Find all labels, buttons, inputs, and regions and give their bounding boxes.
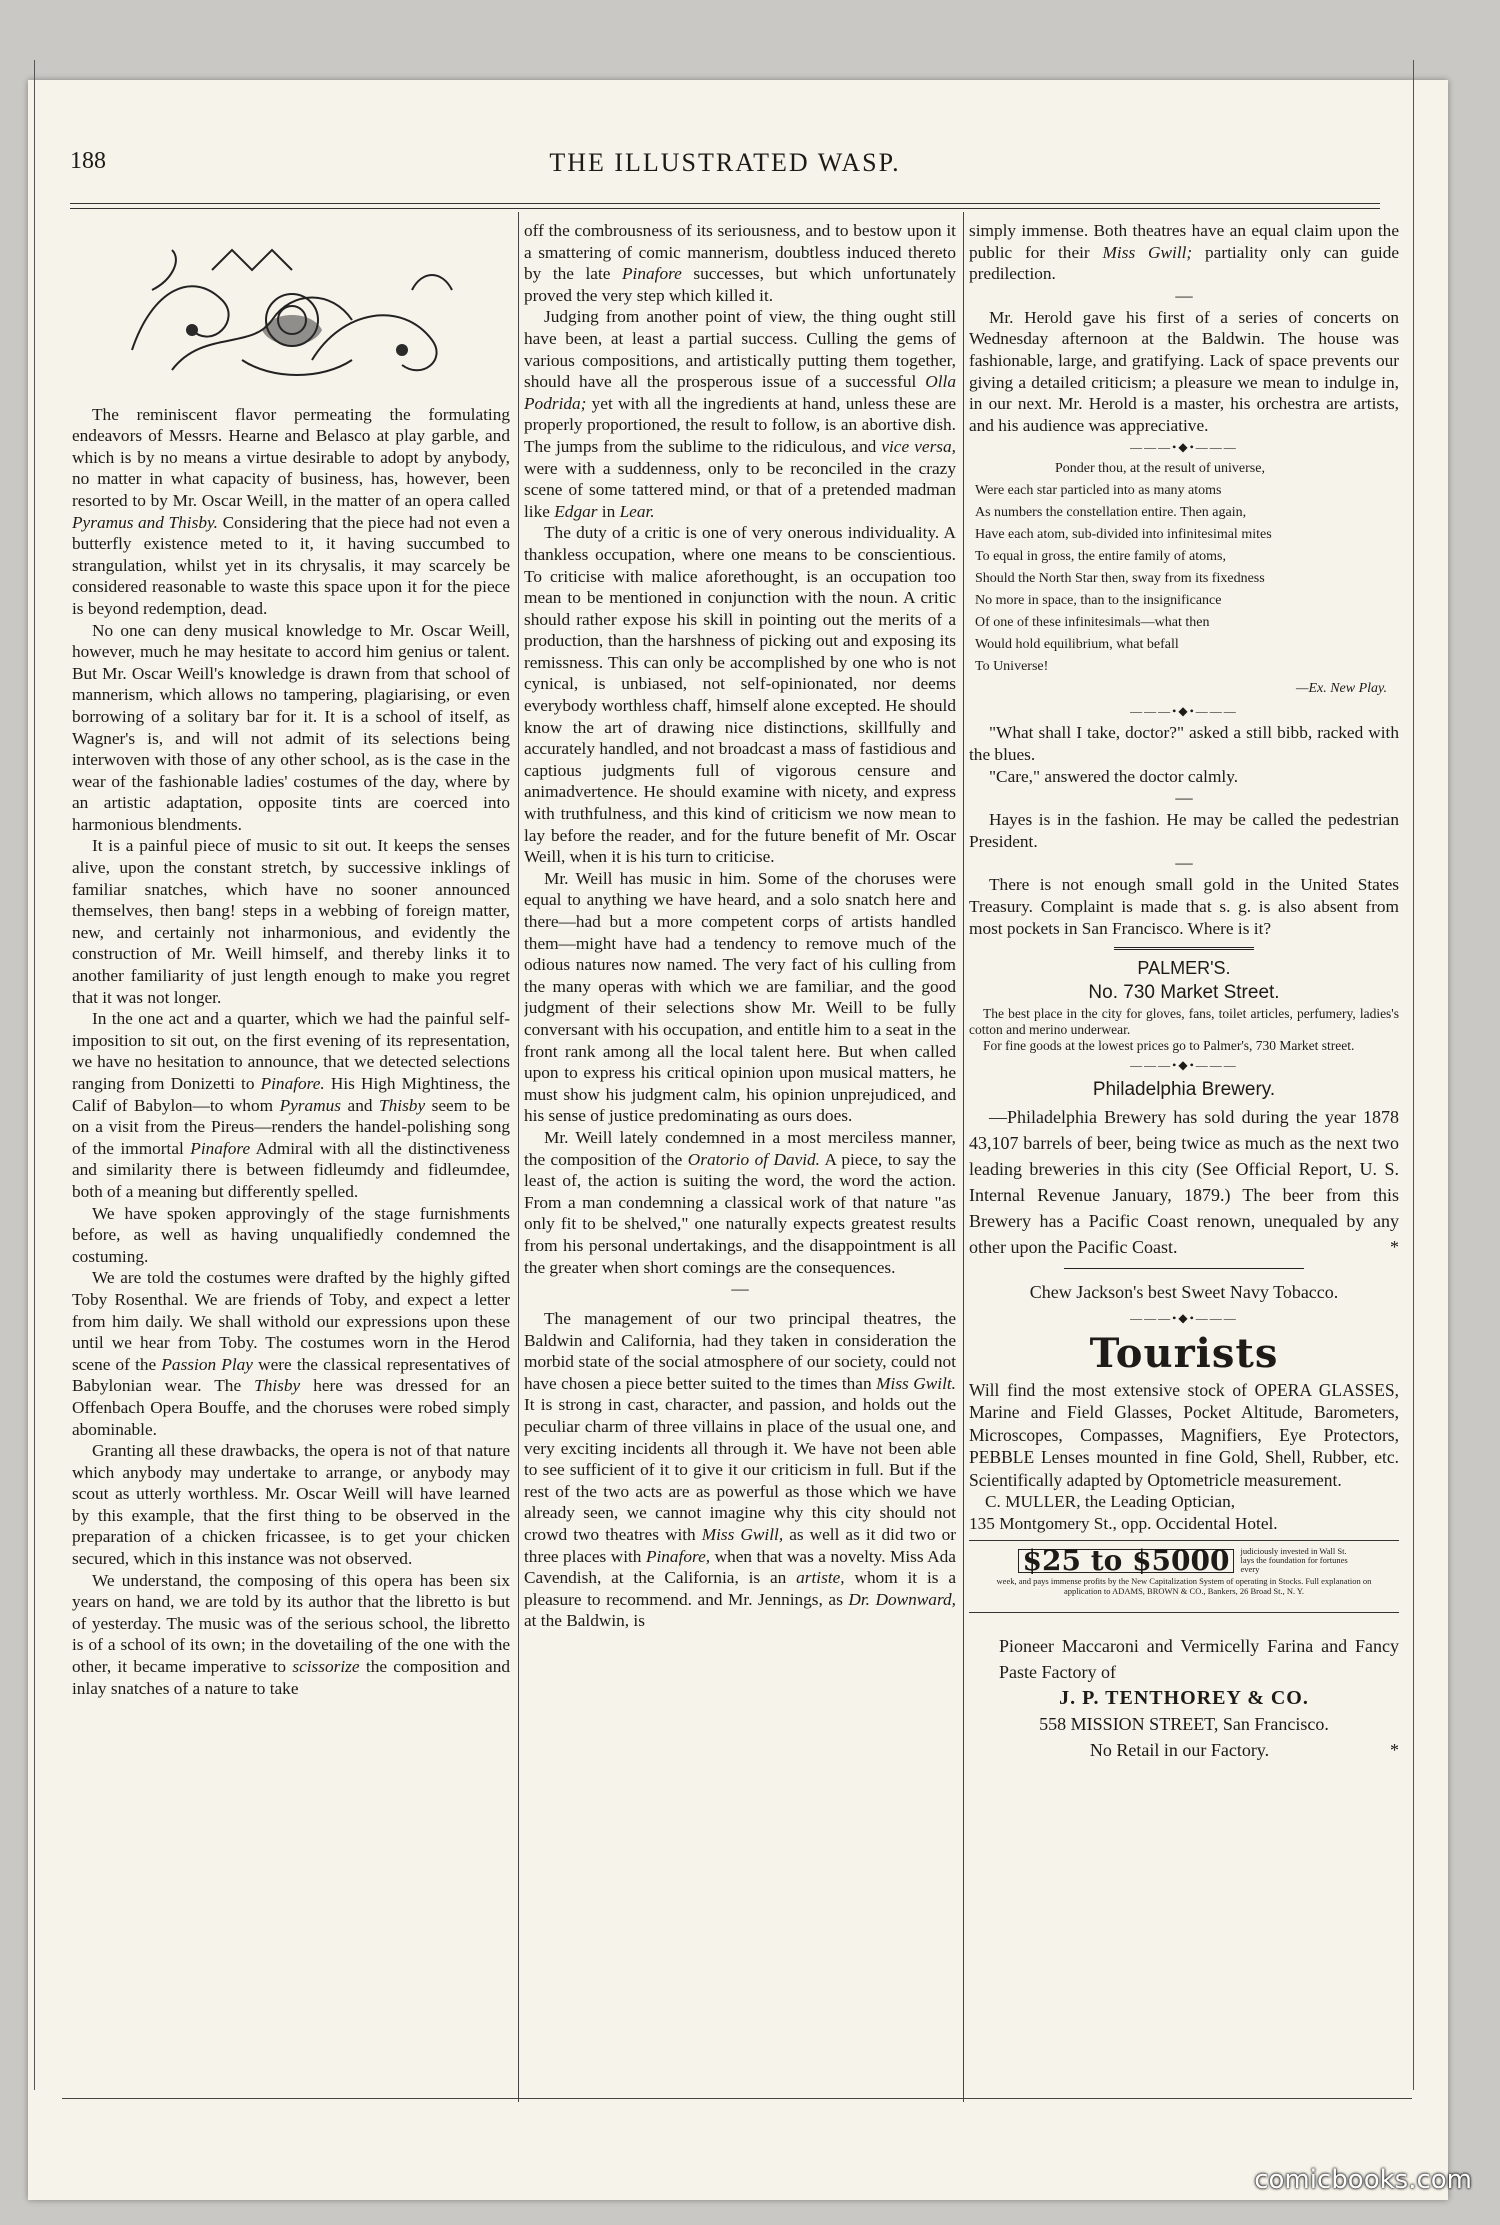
article-paragraph: We understand, the composing of this opera has been six years on hand, we are told by its author that the libretto is but of yesterday. The music was of the serious school, the libretto is of a school of its own; in the dovetailing of the one with the other, it became imperative to scissorize the composition and inlay snatches of a nature to take	[72, 1570, 510, 1698]
brewery-ad	[969, 1076, 1399, 1260]
article-paragraph: off the combrousness of its seriousness, and to bestow upon it a smattering of comic mannerism, doubtless induced thereto by the late Pinafore successes, but which unfortunately proved the very step which killed it.	[524, 221, 956, 305]
article-paragraph: The management of our two principal theatres, the Baldwin and California, had they taken in consideration the morbid state of the social atmosphere of our society, could not have chosen a piece better suited to the times than Miss Gwilt. It is strong in cast, character, and passion, and holds out the peculiar charm of three villains in place of the usual one, and very exciting incidents all through it. We have not been able to see sufficient of it to give it our criticism in full. But if the rest of the two acts are as powerful as those which we have already seen, we cannot imagine why this city should not crowd two theatres with Miss Gwill, as well as it did two or three places with Pinafore, when that was a novelty. Miss Ada Cavendish, at the California, is an artiste, whom it is a pleasure to recommend. and Mr. Jennings, as Dr. Downward, at the Baldwin, is	[524, 1309, 956, 1631]
poem-line: No more in space, than to the insignificance	[975, 593, 1222, 609]
poem-line: To equal in gross, the entire family of atoms,	[975, 549, 1226, 565]
poem-source: —Ex. New Play.	[1296, 681, 1387, 697]
header-rule	[70, 203, 1380, 204]
poem-line: Have each atom, sub-divided into infinitesimal mites	[975, 527, 1272, 543]
section-dash: —	[1175, 285, 1193, 305]
article-paragraph: The duty of a critic is one of very onerous individuality. A thankless occupation, where one means to be conscientious. To criticise with malice aforethought, is an occupation too mean to be mentioned in conjunction with the noun. A critic should rather expose his skill in pointing out the merits of a production, than the harshness of picking out and exposing its remissness. This can only be accomplished by one who is not cynical, is unbiased, not self-opinionated, nor deems everybody worthless chaff, himself alone excepted. He should know the art of drawing nice distinctions, skillfully and accurately handled, and not broadcast a mass of fastidious and captious judgments full of vigorous censure and animadvertence. He should examine with nicety, and express with truthfulness, and this kind of criticism we now mean to lay before the reader, and for the future benefit of Mr. Oscar Weill, when it is his turn to criticise.	[524, 523, 956, 867]
article-paragraph: simply immense. Both theatres have an equal claim upon the public for their Miss Gwill; partiality only can guide predilection.	[969, 221, 1399, 284]
article-paragraph: Judging from another point of view, the thing ought still have been, at least a partial success. Culling the gems of various compositions, and artistically putting them together, should have all the prosperous issue of a successful Olla Podrida; yet with all the ingredients at hand, unless these are properly proportioned, the result to follow, is an abortive dish. The jumps from the sublime to the ridiculous, and vice versa, were with a suddenness, only to be reconciled in the crazy scene of some tattered mind, or that of a pretended madman like Edgar in Lear.	[524, 307, 956, 521]
article-paragraph: Hayes is in the fashion. He may be called the pedestrian President.	[969, 810, 1399, 851]
ornamental-separator: ———•◆•———	[1130, 1310, 1238, 1325]
poem-line: Ponder thou, at the result of universe,	[1055, 461, 1265, 477]
palmers-text: For fine goods at the lowest prices go to Palmer's, 730 Market street.	[983, 1037, 1355, 1053]
ad-divider	[969, 1540, 1399, 1541]
poem-line: Were each star particled into as many atoms	[975, 483, 1222, 499]
article-paragraph: The reminiscent flavor permeating the formulating endeavors of Messrs. Hearne and Belasco at play garble, and which is by no means a virtue desirable to adopt by anybody, no matter in what capacity of business, has, however, been resorted to by Mr. Oscar Weill, in the matter of an opera called Pyramus and Thisby. Considering that the piece had not even a butterfly existence meted to it, it having succumbed to strangulation, whilst yet in its chrysalis, it may scarcely be considered reasonable to waste this space upon it for the piece is beyond redemption, dead.	[72, 404, 510, 618]
ad-divider	[969, 1612, 1399, 1613]
maccaroni-address: 558 MISSION STREET, San Francisco.	[1039, 1714, 1329, 1735]
investment-side-text: judiciously invested in Wall St. lays the foundation for fortunes every	[1240, 1546, 1348, 1575]
page-number: 188	[70, 148, 106, 174]
tourists-text: Will find the most extensive stock of OPERA GLASSES, Marine and Field Glasses, Pocket Altitude, Barometers, Microscopes, Compasses, Magnifiers, Eye Protectors, PEBBLE Lenses mounted in fine Gold, Shell, Rubber, etc. Scientifically adapted by Optometricle measurement.	[969, 1379, 1399, 1490]
maccaroni-company: J. P. TENTHOREY & CO.	[1059, 1687, 1309, 1710]
column-separator-2	[963, 212, 964, 2102]
ad-rule	[1064, 1268, 1304, 1269]
tourists-ad	[969, 1329, 1399, 1535]
brewery-text: —Philadelphia Brewery has sold during the year 1878 43,107 barrels of beer, being twice as much as the next two leading breweries in this city (See Official Report, U. S. Internal Revenue January, 1879.) The beer from this Brewery has a Pacific Coast renown, unequaled by any other upon the Pacific Coast. *	[969, 1106, 1399, 1257]
ornamental-separator: ———•◆•———	[1130, 704, 1238, 719]
poem-line: As numbers the constellation entire. Then again,	[975, 505, 1247, 521]
column-1	[72, 220, 510, 2100]
article-paragraph: We have spoken approvingly of the stage furnishments before, as well as having unqualifiedly condemned the costuming.	[72, 1203, 510, 1266]
maccaroni-ad	[969, 1633, 1399, 1763]
poem-line: To Universe!	[975, 659, 1049, 675]
ornamental-separator: ———•◆•———	[1130, 1057, 1238, 1072]
investment-amount: $25 to $5000	[1018, 1549, 1235, 1573]
optician-address: 135 Montgomery St., opp. Occidental Hotel.	[969, 1513, 1278, 1533]
palmers-address: No. 730 Market Street.	[1088, 981, 1280, 1003]
maccaroni-note-line	[969, 1737, 1399, 1763]
column-separator-1	[518, 212, 519, 2102]
maccaroni-text: Pioneer Maccaroni and Vermicelly Farina and Fancy Paste Factory of	[999, 1636, 1399, 1683]
header-rule-2	[70, 208, 1380, 209]
poem-line: Should the North Star then, sway from its fixedness	[975, 571, 1265, 587]
article-paragraph: "Care," answered the doctor calmly.	[989, 766, 1239, 786]
ornamental-separator: ———•◆•———	[1130, 440, 1238, 455]
column-2	[524, 220, 956, 2100]
article-paragraph: Mr. Weill lately condemned in a most merciless manner, the composition of the Oratorio of David. A piece, to say the least of, the action is suiting the word, the word the action. From a man condemning a classical work of that nature "as only fit to be shelved," one naturally expects greatest results from his personal undertakings, and the disappointment is all the greater when short comings are the consequences.	[524, 1127, 956, 1277]
brewery-name: Philadelphia Brewery.	[1092, 1078, 1276, 1100]
site-watermark: comicbooks.com	[1254, 2165, 1472, 2195]
page-header	[70, 148, 1380, 188]
optician-name: C. MULLER, the Leading Optician,	[985, 1492, 1236, 1512]
column-3	[969, 220, 1399, 2100]
section-dash: —	[1175, 788, 1193, 808]
investment-text: week, and pays immense profits by the New Capitalization System of operating in Stocks. Full explanation on application to ADAMS, BROWN & CO., Bankers, 26 Broad St., N. Y.	[996, 1576, 1372, 1597]
article-paragraph: We are told the costumes were drafted by the highly gifted Toby Rosenthal. We are friends of Toby, and expect a letter from him daily. We shall withold our expressions upon these until we hear from Toby. The costumes worn in the Herod scene of the Passion Play were the classical representatives of Babylonian wear. The Thisby here was dressed for an Offenbach Opera Bouffe, and the choruses were robed simply abominable.	[72, 1268, 510, 1439]
poem	[969, 458, 1399, 700]
maccaroni-note: No Retail in our Factory.	[1089, 1740, 1270, 1761]
investment-ad	[969, 1544, 1399, 1598]
poem-line: Would hold equilibrium, what befall	[975, 637, 1179, 653]
footnote-star: *	[1390, 1740, 1399, 1761]
article-paragraph: "What shall I take, doctor?" asked a still bibb, racked with the blues.	[969, 723, 1399, 764]
ad-rule	[1114, 947, 1254, 950]
poem-line: Of one of these infinitesimals—what then	[975, 615, 1210, 631]
section-dash: —	[731, 1279, 749, 1299]
tobacco-ad: Chew Jackson's best Sweet Navy Tobacco.	[1029, 1281, 1339, 1302]
article-paragraph: It is a painful piece of music to sit out. It keeps the senses alive, upon the constant stretch, by successive inklings of familiar snatches, which have no sooner announced themselves, then bang! steps in a webbing of foreign matter, new, and certainly not inharmonious, and evidently the construction of Mr. Weill himself, and thereby links it to another familiarity of just length enough to make you regret that it was not longer.	[72, 836, 510, 1007]
journal-title: THE ILLUSTRATED WASP.	[549, 148, 901, 177]
decorative-ornament	[112, 230, 510, 396]
article-paragraph: Mr. Herold gave his first of a series of concerts on Wednesday afternoon at the Baldwin. The house was fashionable, large, and gratifying. Lack of space prevents our giving a detailed criticism; a pleasure we mean to indulge in, in our next. Mr. Herold is a master, his orchestra are artists, and his audience was appreciative.	[969, 307, 1399, 435]
article-paragraph: No one can deny musical knowledge to Mr. Oscar Weill, however, much he may hesitate to accord him genius or talent. But Mr. Oscar Weill's knowledge is drawn from that school of mannerism, which allows no tampering, plagiarising, or even borrowing of a solitary bar for it. It is a school of itself, as Wagner's is, and will not admit of its selections being interwoven with those of any other school, as is the case in the wear of the fashionable ladies' costumes of the day, where by an artistic adaptation, opposite tints are coerced into harmonious blendments.	[72, 620, 510, 834]
palmers-text: The best place in the city for gloves, fans, toilet articles, perfumery, ladies's cotton and merino underwear.	[969, 1005, 1399, 1037]
palmers-name: PALMER'S.	[1137, 958, 1231, 979]
section-dash: —	[1175, 853, 1193, 873]
article-paragraph: There is not enough small gold in the United States Treasury. Complaint is made that s. g. is also absent from most pockets in San Francisco. Where is it?	[969, 875, 1399, 938]
palmers-ad	[969, 958, 1399, 1054]
article-paragraph: Granting all these drawbacks, the opera is not of that nature which anybody may undertake to arrange, or anybody may scout as utterly worthless. Mr. Oscar Weill will have learned by this example, that the first thing to be observed in the preparation of a chicken fricassee, is to get your chicken secured, which in this instance was not observed.	[72, 1441, 510, 1569]
tourists-heading: Tourists	[1089, 1329, 1279, 1377]
article-paragraph: In the one act and a quarter, which we had the painful self-imposition to sit out, on the first evening of its representation, we have no hesitation to announce, that we detected selections ranging from Donizetti to Pinafore. His High Mightiness, the Calif of Babylon—to whom Pyramus and Thisby seem to be on a visit from the Pireus—renders the handel-polishing song of the immortal Pinafore Admiral with all the distinctiveness and similarity there is between fidleumdy and fidleumdee, both of a meaning but differently spelled.	[72, 1009, 510, 1201]
article-paragraph: Mr. Weill has music in him. Some of the choruses were equal to anything we have heard, and a solo snatch here and there—had but a more competent corps of artists handled them—might have had a tendency to remove much of the odious natures now named. The very fact of his culling from the many operas with which we are familiar, and the good judgment of their selections show Mr. Weill to be fully conversant with his occupation, and entitle him to a seat in the front rank among all the local talent here. But when called upon to express his critical opinion upon musical matters, he must show his judgment calm, his opinion unprejudiced, and his sense of justice predominating as ours does.	[524, 868, 956, 1126]
footer-rule	[62, 2098, 1412, 2099]
